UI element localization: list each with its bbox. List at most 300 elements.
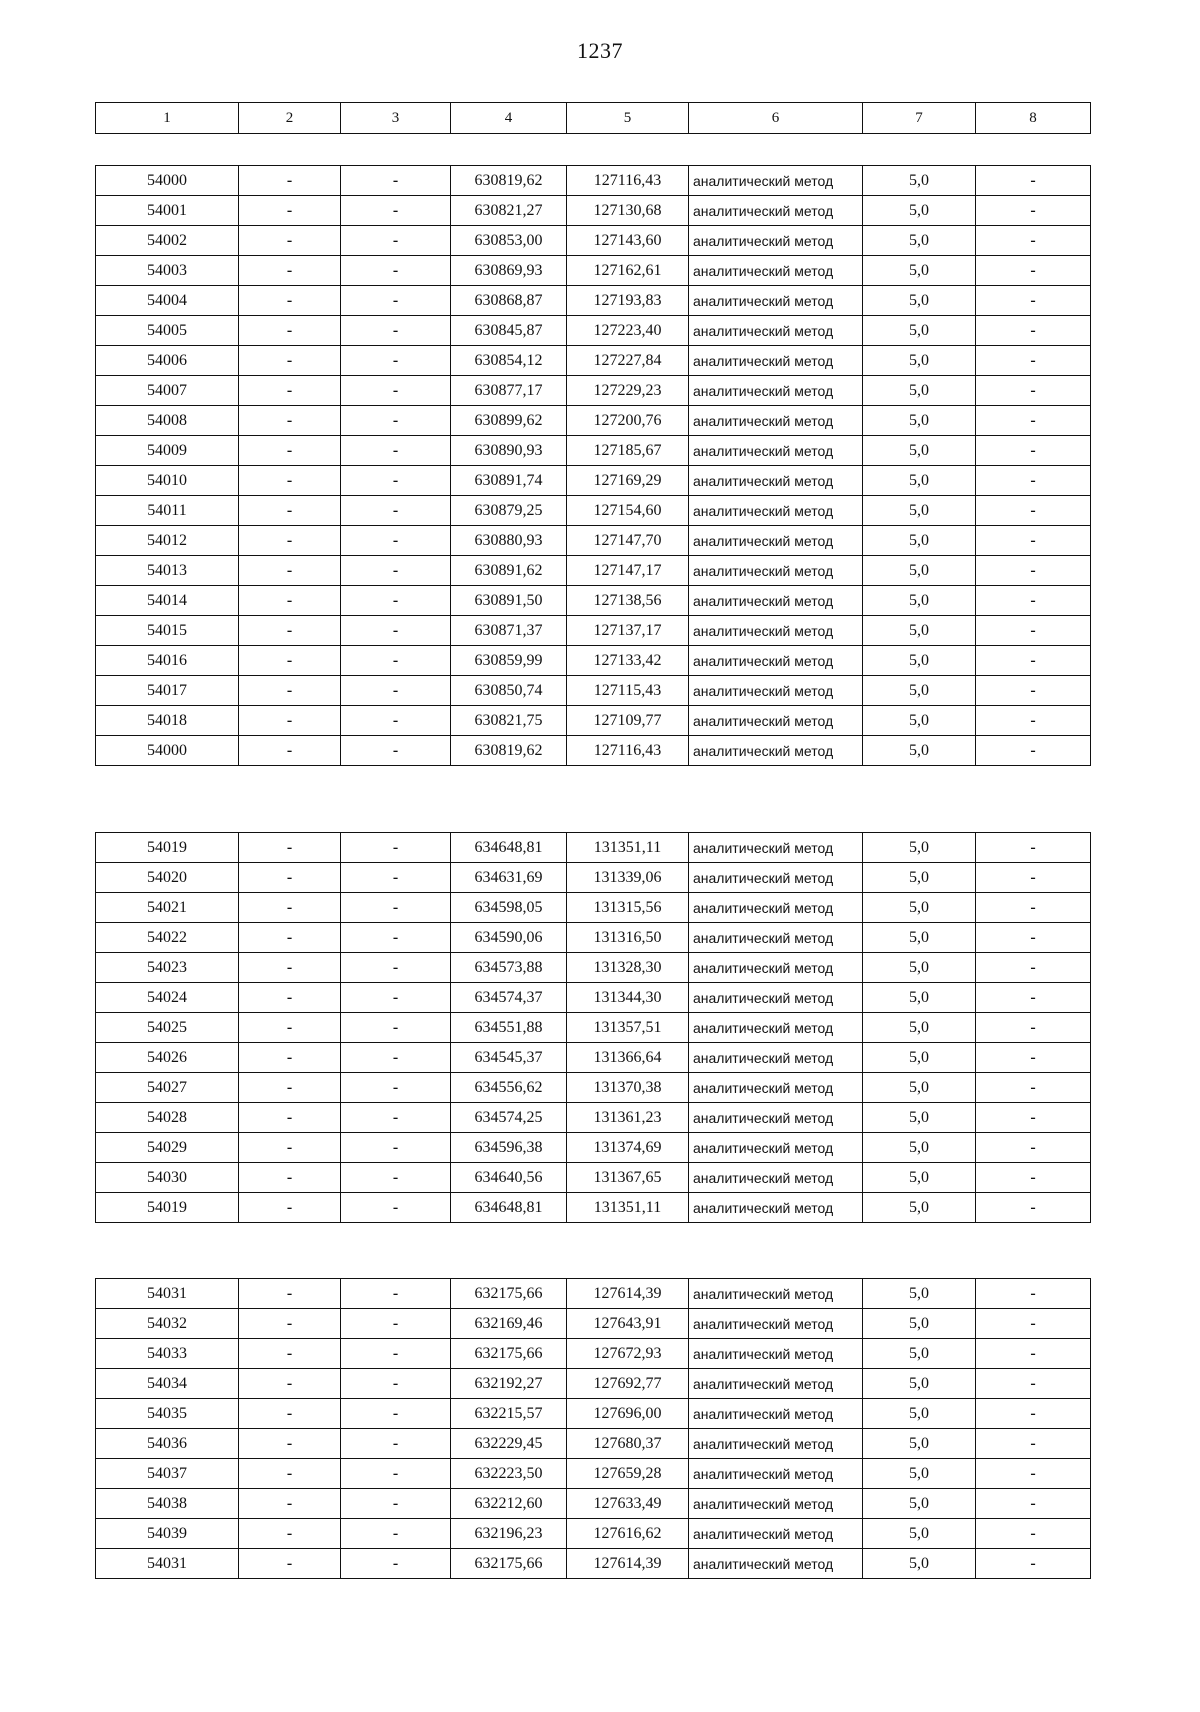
- col8-cell: -: [976, 833, 1091, 863]
- col3-cell: -: [341, 706, 451, 736]
- point-number-cell: 54037: [96, 1459, 239, 1489]
- col3-cell: -: [341, 586, 451, 616]
- y-coordinate-cell: 127227,84: [567, 346, 689, 376]
- method-cell: аналитический метод: [689, 466, 863, 496]
- table-row: [96, 406, 1091, 436]
- col3-cell: -: [341, 526, 451, 556]
- col3-cell: -: [341, 893, 451, 923]
- table-row: [96, 1103, 1091, 1133]
- col3-cell: -: [341, 1163, 451, 1193]
- col8-cell: -: [976, 496, 1091, 526]
- col3-cell: -: [341, 406, 451, 436]
- table-row: [96, 226, 1091, 256]
- accuracy-cell: 5,0: [863, 893, 976, 923]
- col3-cell: -: [341, 1309, 451, 1339]
- point-number-cell: 54039: [96, 1519, 239, 1549]
- y-coordinate-cell: 127133,42: [567, 646, 689, 676]
- point-number-cell: 54001: [96, 196, 239, 226]
- accuracy-cell: 5,0: [863, 1399, 976, 1429]
- accuracy-cell: 5,0: [863, 1043, 976, 1073]
- table-row: [96, 833, 1091, 863]
- y-coordinate-cell: 131367,65: [567, 1163, 689, 1193]
- col3-cell: -: [341, 286, 451, 316]
- col8-cell: -: [976, 316, 1091, 346]
- col8-cell: -: [976, 893, 1091, 923]
- table-row: [96, 893, 1091, 923]
- col8-cell: -: [976, 983, 1091, 1013]
- col3-cell: -: [341, 1133, 451, 1163]
- col3-cell: -: [341, 226, 451, 256]
- col3-cell: -: [341, 1369, 451, 1399]
- method-cell: аналитический метод: [689, 1013, 863, 1043]
- col3-cell: -: [341, 196, 451, 226]
- table-row: [96, 1073, 1091, 1103]
- x-coordinate-cell: 634648,81: [451, 833, 567, 863]
- table-row: [96, 1399, 1091, 1429]
- table-row: [96, 1519, 1091, 1549]
- y-coordinate-cell: 127696,00: [567, 1399, 689, 1429]
- col8-cell: -: [976, 346, 1091, 376]
- method-cell: аналитический метод: [689, 226, 863, 256]
- accuracy-cell: 5,0: [863, 616, 976, 646]
- col3-cell: -: [341, 556, 451, 586]
- method-cell: аналитический метод: [689, 736, 863, 766]
- method-cell: аналитический метод: [689, 1193, 863, 1223]
- table-row: [96, 466, 1091, 496]
- accuracy-cell: 5,0: [863, 1339, 976, 1369]
- col3-cell: -: [341, 1399, 451, 1429]
- col8-cell: -: [976, 286, 1091, 316]
- table-row: [96, 526, 1091, 556]
- y-coordinate-cell: 127169,29: [567, 466, 689, 496]
- y-coordinate-cell: 131344,30: [567, 983, 689, 1013]
- table-row: [96, 983, 1091, 1013]
- col2-cell: -: [239, 226, 341, 256]
- accuracy-cell: 5,0: [863, 466, 976, 496]
- col8-cell: -: [976, 466, 1091, 496]
- table-row: [96, 556, 1091, 586]
- x-coordinate-cell: 632223,50: [451, 1459, 567, 1489]
- col2-cell: -: [239, 586, 341, 616]
- accuracy-cell: 5,0: [863, 833, 976, 863]
- accuracy-cell: 5,0: [863, 166, 976, 196]
- table-row: [96, 196, 1091, 226]
- col2-cell: -: [239, 376, 341, 406]
- method-cell: аналитический метод: [689, 1549, 863, 1579]
- x-coordinate-cell: 630854,12: [451, 346, 567, 376]
- column-header-table: [95, 102, 1091, 134]
- col3-cell: -: [341, 736, 451, 766]
- method-cell: аналитический метод: [689, 1103, 863, 1133]
- x-coordinate-cell: 634573,88: [451, 953, 567, 983]
- table-row: [96, 706, 1091, 736]
- table-row: [96, 1013, 1091, 1043]
- col2-cell: -: [239, 466, 341, 496]
- col3-cell: -: [341, 1519, 451, 1549]
- col2-cell: -: [239, 1459, 341, 1489]
- method-cell: аналитический метод: [689, 286, 863, 316]
- method-cell: аналитический метод: [689, 1489, 863, 1519]
- col8-cell: -: [976, 953, 1091, 983]
- col2-cell: -: [239, 316, 341, 346]
- method-cell: аналитический метод: [689, 496, 863, 526]
- table-row: [96, 1279, 1091, 1309]
- point-number-cell: 54038: [96, 1489, 239, 1519]
- accuracy-cell: 5,0: [863, 196, 976, 226]
- method-cell: аналитический метод: [689, 376, 863, 406]
- col8-cell: -: [976, 166, 1091, 196]
- accuracy-cell: 5,0: [863, 646, 976, 676]
- table-row: [96, 1489, 1091, 1519]
- y-coordinate-cell: 131351,11: [567, 833, 689, 863]
- accuracy-cell: 5,0: [863, 376, 976, 406]
- col3-cell: -: [341, 256, 451, 286]
- y-coordinate-cell: 127616,62: [567, 1519, 689, 1549]
- table-row: [96, 863, 1091, 893]
- col2-cell: -: [239, 706, 341, 736]
- point-number-cell: 54031: [96, 1549, 239, 1579]
- method-cell: аналитический метод: [689, 1459, 863, 1489]
- y-coordinate-cell: 131361,23: [567, 1103, 689, 1133]
- y-coordinate-cell: 131357,51: [567, 1013, 689, 1043]
- col2-cell: -: [239, 1279, 341, 1309]
- table-row: [96, 1193, 1091, 1223]
- col8-cell: -: [976, 1043, 1091, 1073]
- x-coordinate-cell: 634574,25: [451, 1103, 567, 1133]
- point-number-cell: 54020: [96, 863, 239, 893]
- accuracy-cell: 5,0: [863, 923, 976, 953]
- accuracy-cell: 5,0: [863, 496, 976, 526]
- point-number-cell: 54019: [96, 1193, 239, 1223]
- y-coordinate-cell: 127200,76: [567, 406, 689, 436]
- y-coordinate-cell: 127633,49: [567, 1489, 689, 1519]
- x-coordinate-cell: 630868,87: [451, 286, 567, 316]
- accuracy-cell: 5,0: [863, 1519, 976, 1549]
- point-number-cell: 54024: [96, 983, 239, 1013]
- method-cell: аналитический метод: [689, 1309, 863, 1339]
- y-coordinate-cell: 131316,50: [567, 923, 689, 953]
- y-coordinate-cell: 127138,56: [567, 586, 689, 616]
- col8-cell: -: [976, 196, 1091, 226]
- x-coordinate-cell: 630891,74: [451, 466, 567, 496]
- col8-cell: -: [976, 406, 1091, 436]
- table-row: [96, 1309, 1091, 1339]
- point-number-cell: 54003: [96, 256, 239, 286]
- point-number-cell: 54034: [96, 1369, 239, 1399]
- col3-cell: -: [341, 346, 451, 376]
- col8-cell: -: [976, 1133, 1091, 1163]
- col2-cell: -: [239, 196, 341, 226]
- col3-cell: -: [341, 1339, 451, 1369]
- col3-cell: -: [341, 863, 451, 893]
- y-coordinate-cell: 131328,30: [567, 953, 689, 983]
- accuracy-cell: 5,0: [863, 256, 976, 286]
- method-cell: аналитический метод: [689, 256, 863, 286]
- x-coordinate-cell: 632169,46: [451, 1309, 567, 1339]
- x-coordinate-cell: 634631,69: [451, 863, 567, 893]
- col8-cell: -: [976, 1519, 1091, 1549]
- col3-cell: -: [341, 1549, 451, 1579]
- col8-cell: -: [976, 1429, 1091, 1459]
- method-cell: аналитический метод: [689, 1043, 863, 1073]
- point-number-cell: 54036: [96, 1429, 239, 1459]
- col2-cell: -: [239, 736, 341, 766]
- column-header-7: 7: [863, 103, 976, 134]
- coordinates-block-1: [95, 165, 1091, 766]
- method-cell: аналитический метод: [689, 1369, 863, 1399]
- col2-cell: -: [239, 953, 341, 983]
- accuracy-cell: 5,0: [863, 863, 976, 893]
- table-row: [96, 1459, 1091, 1489]
- y-coordinate-cell: 127223,40: [567, 316, 689, 346]
- x-coordinate-cell: 634556,62: [451, 1073, 567, 1103]
- page-number: 1237: [577, 38, 623, 63]
- x-coordinate-cell: 630821,75: [451, 706, 567, 736]
- accuracy-cell: 5,0: [863, 1309, 976, 1339]
- col8-cell: -: [976, 1369, 1091, 1399]
- col8-cell: -: [976, 646, 1091, 676]
- x-coordinate-cell: 630877,17: [451, 376, 567, 406]
- col2-cell: -: [239, 1073, 341, 1103]
- table-row: [96, 256, 1091, 286]
- col8-cell: -: [976, 556, 1091, 586]
- y-coordinate-cell: 127659,28: [567, 1459, 689, 1489]
- col8-cell: -: [976, 376, 1091, 406]
- point-number-cell: 54033: [96, 1339, 239, 1369]
- point-number-cell: 54014: [96, 586, 239, 616]
- point-number-cell: 54005: [96, 316, 239, 346]
- accuracy-cell: 5,0: [863, 1133, 976, 1163]
- point-number-cell: 54004: [96, 286, 239, 316]
- table-row: [96, 736, 1091, 766]
- point-number-cell: 54012: [96, 526, 239, 556]
- x-coordinate-cell: 630845,87: [451, 316, 567, 346]
- table-row: [96, 1549, 1091, 1579]
- point-number-cell: 54007: [96, 376, 239, 406]
- col3-cell: -: [341, 1459, 451, 1489]
- x-coordinate-cell: 632175,66: [451, 1549, 567, 1579]
- accuracy-cell: 5,0: [863, 1073, 976, 1103]
- y-coordinate-cell: 131370,38: [567, 1073, 689, 1103]
- col8-cell: -: [976, 1279, 1091, 1309]
- table-row: [96, 676, 1091, 706]
- point-number-cell: 54010: [96, 466, 239, 496]
- x-coordinate-cell: 630899,62: [451, 406, 567, 436]
- col8-cell: -: [976, 256, 1091, 286]
- table-row: [96, 923, 1091, 953]
- x-coordinate-cell: 630890,93: [451, 436, 567, 466]
- point-number-cell: 54000: [96, 166, 239, 196]
- table-row: [96, 953, 1091, 983]
- method-cell: аналитический метод: [689, 923, 863, 953]
- col2-cell: -: [239, 1369, 341, 1399]
- col8-cell: -: [976, 226, 1091, 256]
- col2-cell: -: [239, 1489, 341, 1519]
- y-coordinate-cell: 127185,67: [567, 436, 689, 466]
- col2-cell: -: [239, 256, 341, 286]
- method-cell: аналитический метод: [689, 1073, 863, 1103]
- col8-cell: -: [976, 1073, 1091, 1103]
- method-cell: аналитический метод: [689, 436, 863, 466]
- accuracy-cell: 5,0: [863, 676, 976, 706]
- col2-cell: -: [239, 863, 341, 893]
- x-coordinate-cell: 632215,57: [451, 1399, 567, 1429]
- y-coordinate-cell: 127116,43: [567, 736, 689, 766]
- col2-cell: -: [239, 1429, 341, 1459]
- method-cell: аналитический метод: [689, 833, 863, 863]
- y-coordinate-cell: 127614,39: [567, 1279, 689, 1309]
- column-header-8: 8: [976, 103, 1091, 134]
- x-coordinate-cell: 634574,37: [451, 983, 567, 1013]
- x-coordinate-cell: 630871,37: [451, 616, 567, 646]
- x-coordinate-cell: 632192,27: [451, 1369, 567, 1399]
- col2-cell: -: [239, 556, 341, 586]
- col3-cell: -: [341, 833, 451, 863]
- method-cell: аналитический метод: [689, 1429, 863, 1459]
- col3-cell: -: [341, 1073, 451, 1103]
- point-number-cell: 54023: [96, 953, 239, 983]
- y-coordinate-cell: 127680,37: [567, 1429, 689, 1459]
- table-row: [96, 1369, 1091, 1399]
- col8-cell: -: [976, 526, 1091, 556]
- point-number-cell: 54009: [96, 436, 239, 466]
- point-number-cell: 54002: [96, 226, 239, 256]
- col3-cell: -: [341, 616, 451, 646]
- point-number-cell: 54013: [96, 556, 239, 586]
- point-number-cell: 54028: [96, 1103, 239, 1133]
- col3-cell: -: [341, 496, 451, 526]
- table-row: [96, 166, 1091, 196]
- column-header-6: 6: [689, 103, 863, 134]
- col8-cell: -: [976, 676, 1091, 706]
- accuracy-cell: 5,0: [863, 1549, 976, 1579]
- x-coordinate-cell: 630819,62: [451, 166, 567, 196]
- col2-cell: -: [239, 1163, 341, 1193]
- col2-cell: -: [239, 1193, 341, 1223]
- col2-cell: -: [239, 1043, 341, 1073]
- col3-cell: -: [341, 316, 451, 346]
- table-row: [96, 616, 1091, 646]
- accuracy-cell: 5,0: [863, 406, 976, 436]
- coordinates-block-3: [95, 1278, 1091, 1579]
- table-row: [96, 316, 1091, 346]
- col3-cell: -: [341, 983, 451, 1013]
- col8-cell: -: [976, 1309, 1091, 1339]
- method-cell: аналитический метод: [689, 526, 863, 556]
- accuracy-cell: 5,0: [863, 586, 976, 616]
- col2-cell: -: [239, 1549, 341, 1579]
- col3-cell: -: [341, 646, 451, 676]
- accuracy-cell: 5,0: [863, 286, 976, 316]
- method-cell: аналитический метод: [689, 196, 863, 226]
- y-coordinate-cell: 127692,77: [567, 1369, 689, 1399]
- col3-cell: -: [341, 1429, 451, 1459]
- y-coordinate-cell: 127193,83: [567, 286, 689, 316]
- table-row: [96, 286, 1091, 316]
- y-coordinate-cell: 127115,43: [567, 676, 689, 706]
- y-coordinate-cell: 127147,17: [567, 556, 689, 586]
- accuracy-cell: 5,0: [863, 1279, 976, 1309]
- point-number-cell: 54026: [96, 1043, 239, 1073]
- y-coordinate-cell: 127162,61: [567, 256, 689, 286]
- y-coordinate-cell: 127109,77: [567, 706, 689, 736]
- col8-cell: -: [976, 736, 1091, 766]
- col2-cell: -: [239, 893, 341, 923]
- accuracy-cell: 5,0: [863, 556, 976, 586]
- point-number-cell: 54035: [96, 1399, 239, 1429]
- method-cell: аналитический метод: [689, 616, 863, 646]
- col8-cell: -: [976, 436, 1091, 466]
- col8-cell: -: [976, 1549, 1091, 1579]
- column-header-1: 1: [96, 103, 239, 134]
- y-coordinate-cell: 127130,68: [567, 196, 689, 226]
- col2-cell: -: [239, 1013, 341, 1043]
- y-coordinate-cell: 131339,06: [567, 863, 689, 893]
- col3-cell: -: [341, 1103, 451, 1133]
- x-coordinate-cell: 632212,60: [451, 1489, 567, 1519]
- accuracy-cell: 5,0: [863, 316, 976, 346]
- point-number-cell: 54019: [96, 833, 239, 863]
- col2-cell: -: [239, 436, 341, 466]
- x-coordinate-cell: 630859,99: [451, 646, 567, 676]
- accuracy-cell: 5,0: [863, 1163, 976, 1193]
- col2-cell: -: [239, 1339, 341, 1369]
- x-coordinate-cell: 630869,93: [451, 256, 567, 286]
- method-cell: аналитический метод: [689, 953, 863, 983]
- y-coordinate-cell: 127229,23: [567, 376, 689, 406]
- col8-cell: -: [976, 1013, 1091, 1043]
- table-row: [96, 346, 1091, 376]
- point-number-cell: 54000: [96, 736, 239, 766]
- y-coordinate-cell: 127614,39: [567, 1549, 689, 1579]
- col2-cell: -: [239, 833, 341, 863]
- accuracy-cell: 5,0: [863, 1369, 976, 1399]
- method-cell: аналитический метод: [689, 1133, 863, 1163]
- point-number-cell: 54006: [96, 346, 239, 376]
- method-cell: аналитический метод: [689, 1163, 863, 1193]
- x-coordinate-cell: 632175,66: [451, 1339, 567, 1369]
- col3-cell: -: [341, 1193, 451, 1223]
- col2-cell: -: [239, 526, 341, 556]
- col2-cell: -: [239, 923, 341, 953]
- accuracy-cell: 5,0: [863, 1013, 976, 1043]
- table-row: [96, 1043, 1091, 1073]
- accuracy-cell: 5,0: [863, 226, 976, 256]
- point-number-cell: 54031: [96, 1279, 239, 1309]
- table-row: [96, 376, 1091, 406]
- col3-cell: -: [341, 376, 451, 406]
- col2-cell: -: [239, 286, 341, 316]
- y-coordinate-cell: 127143,60: [567, 226, 689, 256]
- accuracy-cell: 5,0: [863, 1103, 976, 1133]
- x-coordinate-cell: 634545,37: [451, 1043, 567, 1073]
- x-coordinate-cell: 634590,06: [451, 923, 567, 953]
- y-coordinate-cell: 131351,11: [567, 1193, 689, 1223]
- col3-cell: -: [341, 676, 451, 706]
- col8-cell: -: [976, 1163, 1091, 1193]
- col2-cell: -: [239, 1103, 341, 1133]
- y-coordinate-cell: 127643,91: [567, 1309, 689, 1339]
- x-coordinate-cell: 632196,23: [451, 1519, 567, 1549]
- accuracy-cell: 5,0: [863, 1459, 976, 1489]
- col3-cell: -: [341, 1489, 451, 1519]
- accuracy-cell: 5,0: [863, 1429, 976, 1459]
- x-coordinate-cell: 630891,50: [451, 586, 567, 616]
- method-cell: аналитический метод: [689, 983, 863, 1013]
- method-cell: аналитический метод: [689, 166, 863, 196]
- method-cell: аналитический метод: [689, 586, 863, 616]
- col8-cell: -: [976, 586, 1091, 616]
